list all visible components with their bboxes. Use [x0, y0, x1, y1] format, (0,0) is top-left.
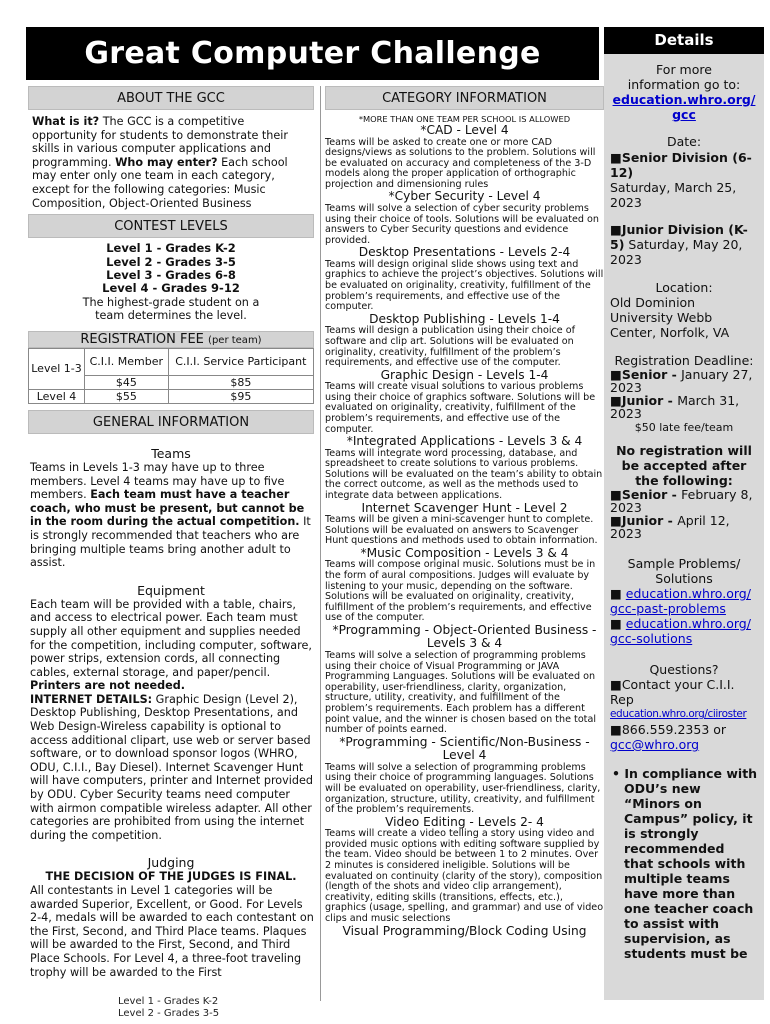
late-fee: $50 late fee/team [634, 421, 734, 434]
footer [118, 996, 219, 1020]
deadline-junior: ■Junior - March 31, 2023 [610, 393, 740, 421]
category-title: *CAD - Level 4 [420, 123, 509, 137]
category-description: Teams will solve a selection of cyber security problems using their choice of tools. Solutions will be evaluated on answers to Cyber Security questions and evidence provided. [325, 202, 599, 246]
fee-row2-label: Level 4 [29, 389, 85, 403]
sample-link-1[interactable]: ■ education.whro.org/gcc-past-problems [610, 586, 751, 616]
date-label: Date: [666, 134, 702, 149]
general-heading: GENERAL INFORMATION [28, 410, 314, 434]
category-title: Internet Scavenger Hunt - Level 2 [361, 500, 568, 515]
details-sidebar [604, 27, 764, 1000]
more-info-label: For more information go to: [627, 62, 741, 92]
category-title: Desktop Presentations - Levels 2-4 [358, 245, 571, 260]
no-reg-senior: ■Senior - February 8, 2023 [610, 487, 753, 515]
teams-title: Teams [151, 445, 191, 461]
judging-text: All contestants in Level 1 categories will be awarded Superior, Excellent, or Good. For Levels 2-4, medals will be awarded to each contestant on the First, Second, and Third Place teams. Plaques will be awarded to the First, Second, and Third Place Schools. For Level 4, a three-foot traveling trophy will be awarded to the First [30, 884, 314, 979]
equipment-title: Equipment [137, 582, 205, 598]
category-description: Teams will design original slide shows using text and graphics to achieve the project’s objectives. Solutions will be evaluated on originality, creativity, fulfillment of the problem’s requirements, and effective use of the computer. [325, 258, 604, 313]
level-1: Level 1 - Grades K-2 [106, 241, 236, 256]
category-title: *Music Composition - Levels 3 & 4 [360, 545, 569, 560]
fee-table [28, 348, 314, 404]
equipment-text: Each team will be provided with a table, chairs, and access to electrical power. Each team must supply all other equipment and supplies needed for the competition, including computer, software, power strips, extension cords, all connecting cables, external storage, and paper/pencil. Printers are not needed. INTERNET DETAILS: Graphic Design (Level 2), Desktop Publishing, Desktop Presentations, and Web Design-Wireless capability is optional to access additional clipart, use web or server based software, or to download sponsor logos (WHRO, ODU, C.I.I., Bay Diesel). Internet Scavenger Hunt will have computers, printer and Internet provided by ODU. Cyber Security teams need computer with airmon compatible wireless adapter. All other categories are prohibited from using the internet during the competition. [30, 597, 313, 842]
category-title: Video Editing - Levels 2- 4 [385, 814, 544, 829]
category-description: Teams will integrate word processing, database, and spreadsheet to create solutions to various problems. Solutions will be evaluated on the team’s ability to obtain the correct outcome, as well as the methods used to integrate data between applications. [325, 447, 603, 502]
fee-row1-member: $45 [85, 375, 169, 389]
contest-levels-heading: CONTEST LEVELS [28, 214, 314, 238]
category-title: *Integrated Applications - Levels 3 & 4 [346, 434, 583, 449]
category-description: Teams will solve a selection of programming problems using their choice of Visual Programming or JAVA Programming Languages. Solutions will be evaluated on operability, user-friendliness, clarity, organization, structure, utility, creativity, and fulfillment of the problem’s requirements. Each problem has a different point value, and the winner is chosen based on the total number of points earned. [325, 649, 596, 736]
senior-date: Saturday, March 25, 2023 [610, 180, 737, 210]
category-description: Teams will create visual solutions to various problems using their choice of graphics software. Solutions will be evaluated on originality, creativity, fulfillment of the problem’s requirements, and effective use of the computer. [325, 381, 596, 435]
no-registration-note: No registration will be accepted after the following: [616, 443, 752, 488]
level-2: Level 2 - Grades 3-5 [106, 254, 236, 269]
fee-row1-label: Level 1-3 [29, 348, 85, 389]
email-link[interactable]: gcc@whro.org [610, 737, 700, 752]
sample-link-2[interactable]: ■ education.whro.org/gcc-solutions [610, 616, 751, 646]
category-description: Teams will be asked to create one or more CAD designs/views as solutions to the problem. Solutions will be evaluated on accuracy and completeness of the 3-D models along the proper application of orthographic projection and dimensioning rules [325, 136, 596, 190]
category-title: *Cyber Security - Level 4 [388, 189, 541, 204]
senior-division: ■Senior Division (6-12) [610, 150, 752, 180]
location-text: Old Dominion University Webb Center, Norfolk, VA [610, 295, 730, 340]
contact-link[interactable]: education.whro.org/ciiroster [610, 708, 747, 720]
category-column [320, 86, 604, 1001]
more-info-link[interactable]: education.whro.org/gcc [612, 92, 756, 122]
junior-division: ■Junior Division (K-5) Saturday, May 20, 2023 [610, 222, 748, 267]
category-list [325, 124, 604, 938]
fee-heading: REGISTRATION FEE (per team) [28, 331, 314, 348]
footer-line-2: Level 2 - Grades 3-5 [118, 1008, 220, 1019]
fee-row1-service: $85 [168, 375, 313, 389]
fee-row2-service: $95 [168, 389, 313, 403]
deadline-label: Registration Deadline: [614, 353, 754, 368]
about-text: What is it? The GCC is a competitive opportunity for students to demonstrate their skills in various computer applications and programming. Who may enter? Each school may enter only one team in each category, except for the following categories: Music Composition, Object-Oriented Business [32, 115, 288, 210]
category-description: Teams will compose original music. Solutions must be in the form of aural compositions. Judges will evaluate by listening to your music, depending on the software. Solutions will be evaluated on originality, creativity, fulfillment of the problem’s requirements, and effective use of the computer. [325, 559, 596, 624]
judging-final: THE DECISION OF THE JUDGES IS FINAL. [45, 870, 297, 884]
deadline-senior: ■Senior - January 27, 2023 [610, 367, 753, 395]
category-note: *MORE THAN ONE TEAM PER SCHOOL IS ALLOWED [358, 114, 571, 124]
details-heading: Details [604, 27, 764, 54]
category-heading: CATEGORY INFORMATION [325, 86, 604, 110]
category-description: Teams will solve a selection of programming problems using their choice of programming languages. Solutions will be evaluated on operability, user-friendliness, clarity, organization, structure, utility, creativity, and fulfillment of the problem’s requirements. [325, 761, 601, 816]
contact-rep: ■Contact your C.I.I. Rep [610, 677, 735, 707]
level-note: The highest-grade student on a team determines the level. [82, 295, 260, 323]
category-title: *Programming - Scientific/Non-Business - Level 4 [339, 734, 590, 763]
category-title: Graphic Design - Levels 1-4 [380, 367, 549, 382]
category-description: Teams will create a video telling a story using video and provided music options with editing software supplied by the team. Video should be between 1 to 2 minutes. Over 2 minutes is considered ineligible. Solutions will be evaluated on continuity (clarity of the story), composition (length of the shots and video clip arrangement), creativity, editing skills (transitions, effects, etc.), graphics (usage, spelling, and grammar) and use of video clips and music selections [325, 828, 604, 924]
about-heading: ABOUT THE GCC [28, 86, 314, 110]
odu-note: • In compliance with ODU’s new “Minors on Campus” policy, it is strongly recommended that schools with multiple teams have more than one teacher coach to assist with supervision, as students must be [612, 766, 758, 961]
teams-text: Teams in Levels 1-3 may have up to three members. Level 4 teams may have up to five members. Each team must have a teacher coach, who must be present, but cannot be in the room during the actual competition. It is strongly recommended that teachers who are bringing multiple teams bring another adult to assist. [30, 460, 311, 570]
sample-label: Sample Problems/ Solutions [627, 556, 741, 586]
category-description: Teams will design a publication using their choice of software and clip art. Solutions will be evaluated on originality, creativity, fulfillment of the problem’s requirements, and effective use of the computer. [325, 325, 576, 369]
category-title: Visual Programming/Block Coding Using [342, 923, 587, 938]
category-title: Desktop Publishing - Levels 1-4 [369, 311, 560, 326]
category-title: *Programming - Object-Oriented Business - Levels 3 & 4 [332, 622, 597, 651]
fee-col-service: C.I.I. Service Participant [168, 348, 313, 375]
level-3: Level 3 - Grades 6-8 [106, 267, 236, 282]
phone: ■866.559.2353 or [610, 722, 727, 737]
fee-col-member: C.I.I. Member [85, 348, 169, 375]
judging-title: Judging [147, 855, 195, 871]
page-title: Great Computer Challenge [26, 27, 599, 80]
level-4: Level 4 - Grades 9-12 [102, 281, 240, 296]
left-column [26, 86, 316, 979]
questions-label: Questions? [649, 662, 719, 677]
category-description: Teams will be given a mini-scavenger hunt to complete. Solutions will be evaluated on answers to Scavenger Hunt questions and methods used to obtain information. [325, 514, 598, 547]
fee-row2-member: $55 [85, 389, 169, 403]
location-label: Location: [655, 280, 713, 295]
footer-line-1: Level 1 - Grades K-2 [118, 996, 219, 1007]
no-reg-junior: ■Junior - April 12, 2023 [610, 513, 730, 541]
